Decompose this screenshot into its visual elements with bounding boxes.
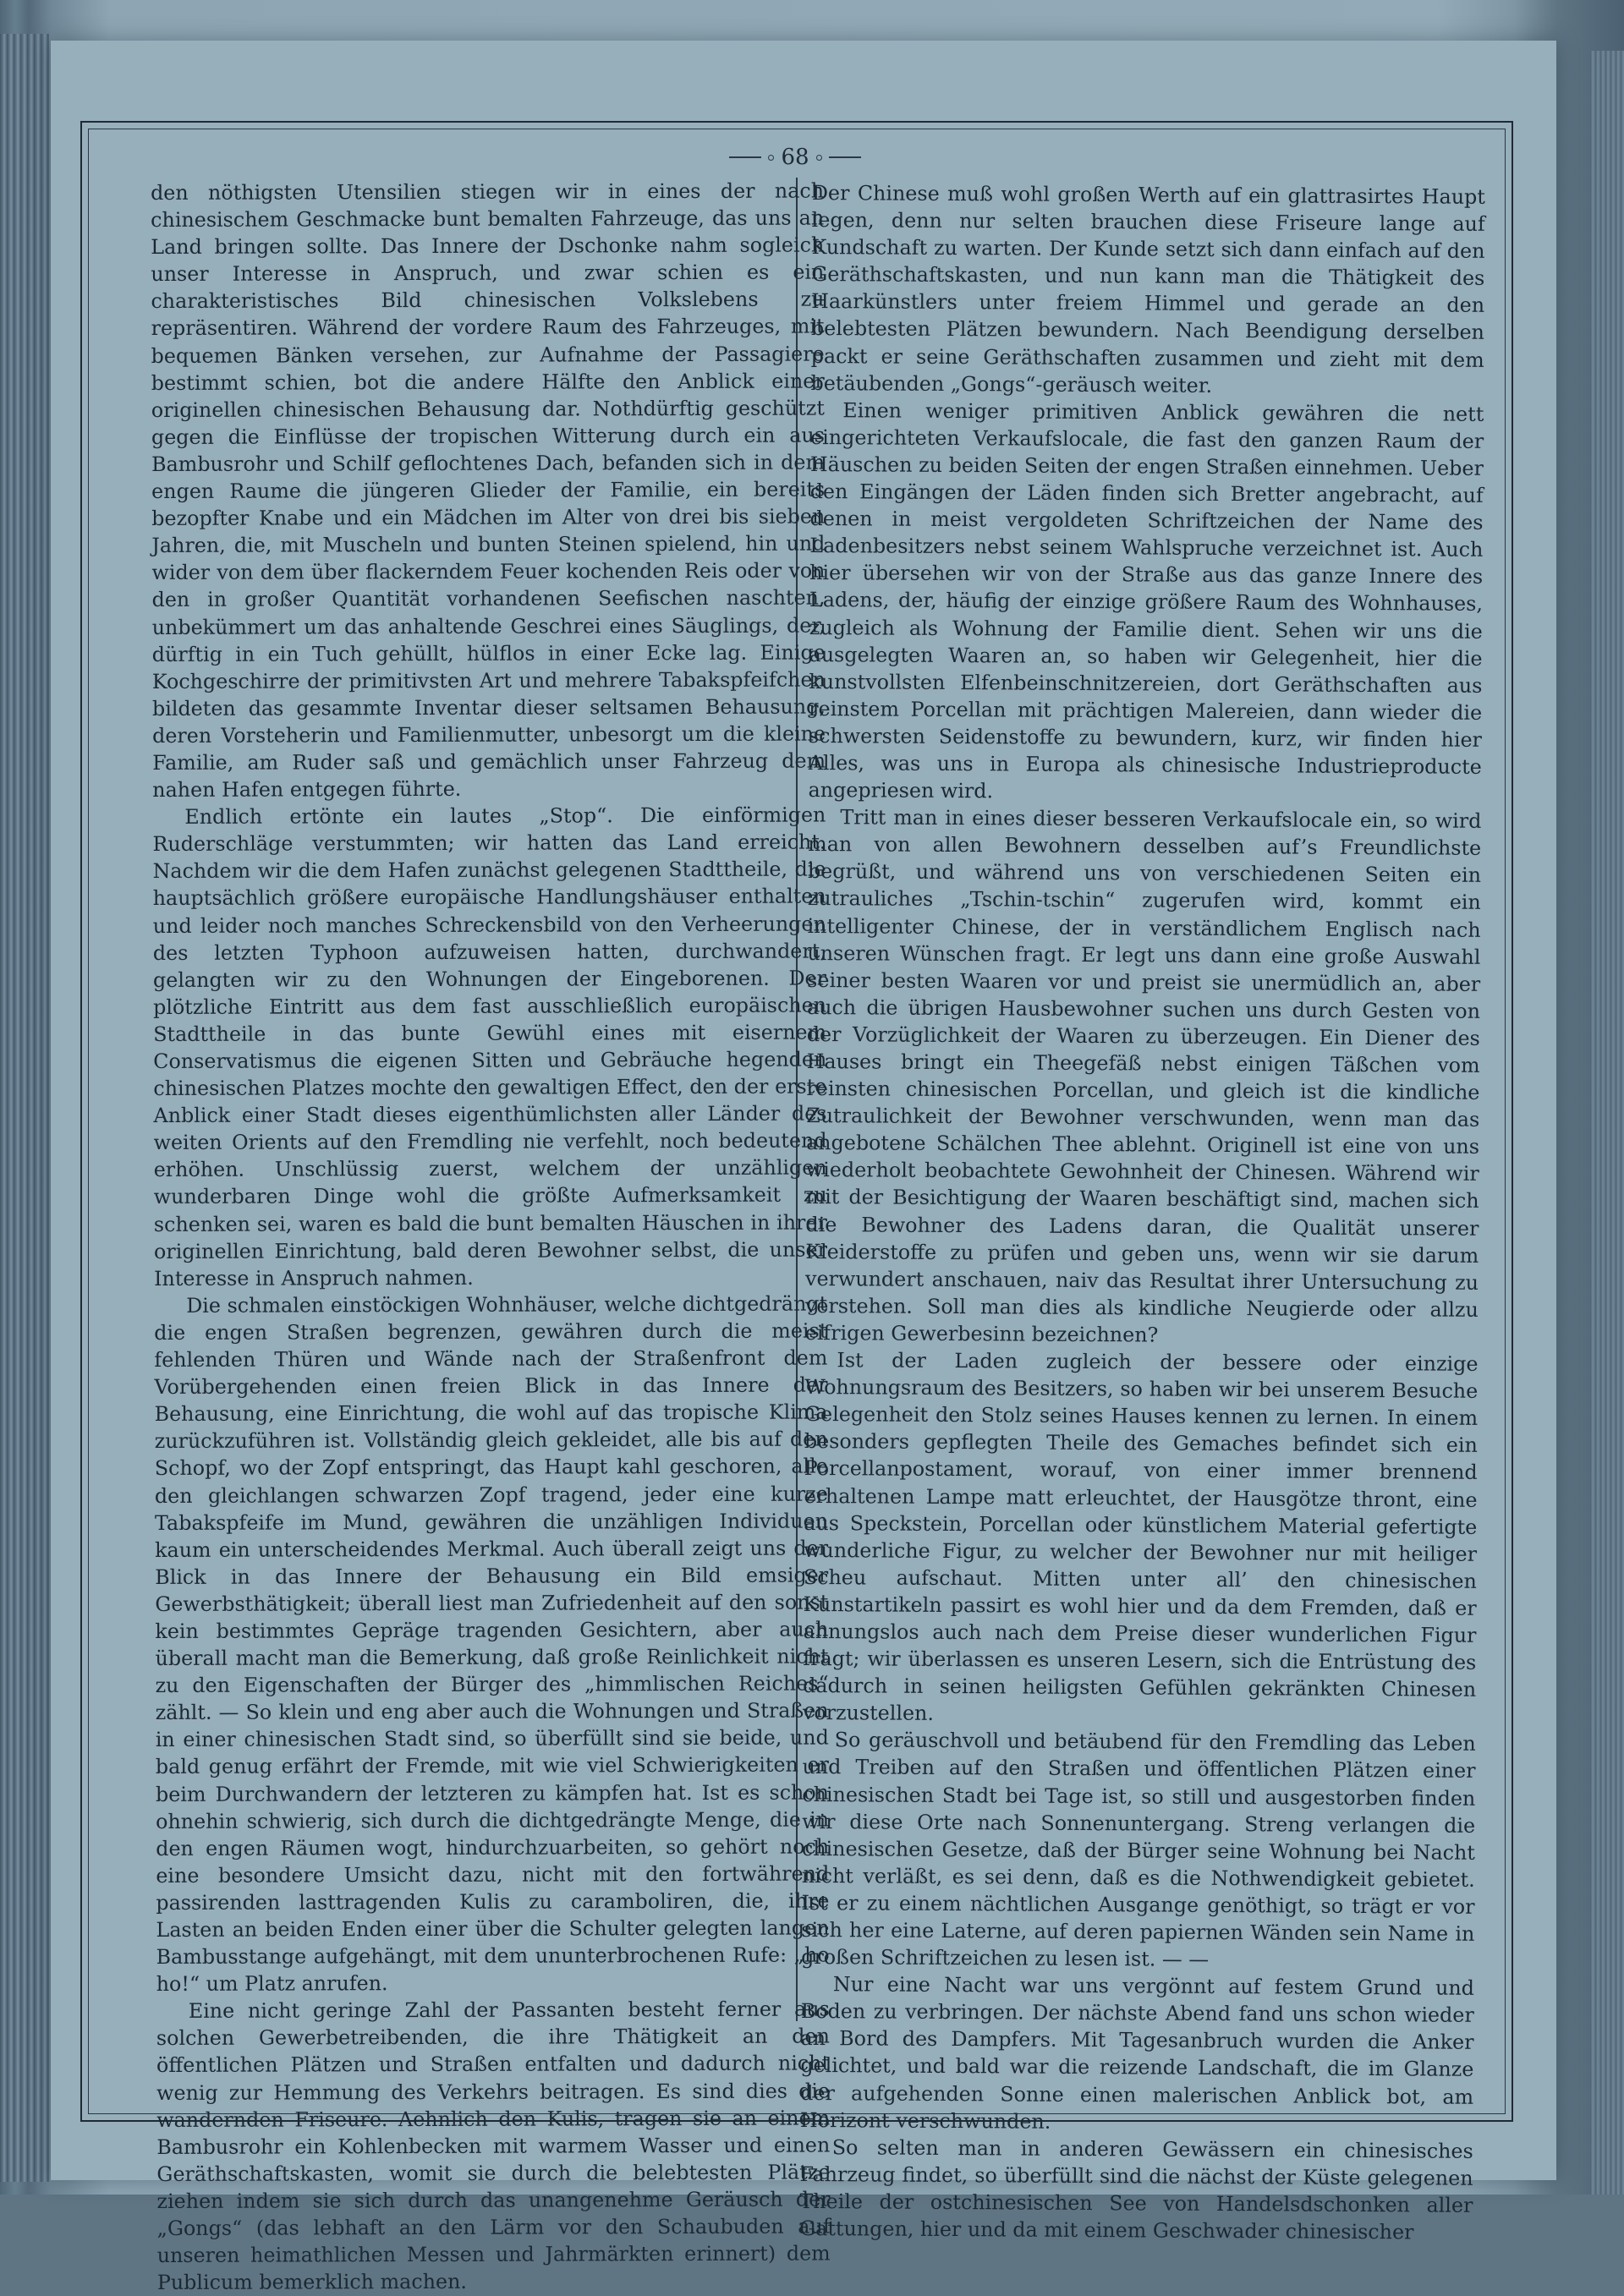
header-ornament-left-icon bbox=[768, 155, 774, 161]
paragraph: Einen weniger primitiven Anblick gewähren die nett eingerichteten Verkaufslocale, die fast den ganzen Raum der Häuschen zu beiden Seiten der engen Straßen einnehmen. Ueber den Eingängen der Läden finden sich Bretter angebracht, auf denen in meist vergoldeten Schriftzeichen der Name des Ladenbesitzers nebst seinem Wahlspruche verzeichnet ist. Auch hier übersehen wir von der Straße aus das ganze Innere des Ladens, der, häufig der einzige größere Raum des Wohnhauses, zugleich als Wohnung der Familie dient. Sehen wir uns die ausgelegten Waaren an, so haben wir Gelegenheit, hier die kunstvollsten Elfenbeinschnitzereien, dort Geräthschaften aus reinstem Porcellan mit prächtigen Malereien, dann wieder die schwersten Seidenstoffe zu bewundern, kurz, wir finden hier Alles, was uns in Europa als chinesische Industrieproducte angepriesen wird. bbox=[808, 397, 1484, 803]
paragraph: Der Chinese muß wohl großen Werth auf ein glattrasirtes Haupt legen, denn nur selten brauchen diese Friseure lange auf Kundschaft zu warten. Der Kunde setzt sich dann einfach auf den Geräthschaftskasten, und nun kann man die Thätigkeit des Haarkünstlers unter freiem Himmel und gerade an den belebtesten Plätzen bewundern. Nach Beendigung derselben packt er seine Geräthschaften zusammen und zieht mit dem betäubenden „Gongs“-geräusch weiter. bbox=[810, 180, 1485, 397]
header-rule-right bbox=[829, 156, 861, 158]
paragraph: Tritt man in eines dieser besseren Verkaufslocale ein, so wird man von allen Bewohnern desselben auf’s Freundlichste begrüßt, und während uns von verschiedenen Seiten ein zutrauliches „Tschin-tschin“ zugerufen wird, kommt ein intelligenter Chinese, der in verständlichem Englisch nach unseren Wünschen fragt. Er legt uns dann eine große Auswahl seiner besten Waaren vor und preist sie unermüdlich an, aber auch die übrigen Hausbewohner suchen uns durch Gesten von der Vorzüglichkeit der Waaren zu überzeugen. Ein Diener des Hauses bringt ein Theegefäß nebst einigen Täßchen vom reinsten chinesischen Porcellan, und gleich ist die kindliche Zutraulichkeit der Bewohner verschwunden, wenn man das angebotene Schälchen Thee ablehnt. Originell ist eine von uns wiederholt beobachtete Gewohnheit der Chinesen. Während wir mit der Besichtigung der Waaren beschäftigt sind, machen sich die Bewohner des Ladens daran, die Qualität unserer Kleiderstoffe zu prüfen und geben uns, wenn wir sie darum verwundert anschauen, naiv das Resultat ihrer Untersuchung zu verstehen. Soll man dies als kindliche Neugierde oder allzu eifrigen Gewerbesinn bezeichnen? bbox=[804, 805, 1482, 1347]
book-page-edges-right bbox=[1590, 51, 1624, 2195]
paragraph: Eine nicht geringe Zahl der Passanten besteht ferner aus solchen Gewerbetreibenden, die ihre Thätigkeit an den öffentlichen Plätzen und Straßen entfalten und dadurch nicht wenig zur Hemmung des Verkehrs beitragen. Es sind dies die wandernden Friseure. Aehnlich den Kulis, tragen sie an einem Bambusrohr ein Kohlenbecken mit warmem Wasser und einen Geräthschaftskasten, womit sie durch die belebtesten Plätze ziehen indem sie sich durch das unangenehme Geräusch der „Gongs“ (das lebhaft an den Lärm vor den Schaubuden auf unseren heimathlichen Messen und Jahrmärkten erinnert) dem Publicum bemerklich machen. bbox=[156, 1997, 831, 2295]
paragraph: den nöthigsten Utensilien stiegen wir in eines der nach chinesischem Geschmacke bunt bemalten Fahrzeuge, das uns an Land bringen sollte. Das Innere der Dschonke nahm sogleich unser Interesse in Anspruch, und zwar schien es ein charakteristisches Bild chinesischen Volkslebens zu repräsentiren. Während der vordere Raum des Fahrzeuges, mit bequemen Bänken versehen, zur Aufnahme der Passagiere bestimmt schien, bot die andere Hälfte den Anblick einer originellen chinesischen Behausung dar. Nothdürftig geschützt gegen die Einflüsse der tropischen Witterung durch ein aus Bambusrohr und Schilf geflochtenes Dach, befanden sich in dem engen Raume die jüngeren Glieder der Familie, ein bereits bezopfter Knabe und ein Mädchen im Alter von drei bis sieben Jahren, die, mit Muscheln und bunten Steinen spielend, hin und wider von dem über flackerndem Feuer kochenden Reis oder von den in großer Quantität vorhandenen Seefischen naschten, unbekümmert um das anhaltende Geschrei eines Säuglings, der, dürftig in ein Tuch gehüllt, hülflos in einer Ecke lag. Einige Kochgeschirre der primitivsten Art und mehrere Tabakspfeifchen bildeten das gesammte Inventar dieser seltsamen Behausung, deren Vorsteherin und Familienmutter, unbesorgt um die kleine Familie, am Ruder saß und gemächlich unser Fahrzeug dem nahen Hafen entgegen führte. bbox=[151, 178, 826, 803]
paragraph: Ist der Laden zugleich der bessere oder einzige Wohnungsraum des Besitzers, so haben wir bei unserem Besuche Gelegenheit den Stolz seines Hauses kennen zu lernen. In einem besonders gepflegten Theile des Gemaches befindet sich ein Porcellanpostament, worauf, von einer immer brennend erhaltenen Lampe matt erleuchtet, der Hausgötze thront, eine aus Speckstein, Porcellan oder künstlichem Material gefertigte wunderliche Figur, zu welcher der Bewohner nur mit heiliger Scheu aufschaut. Mitten unter all’ den chinesischen Kunstartikeln passirt es wohl hier und da dem Fremden, daß er ahnungslos auch nach dem Preise dieser wunderlichen Figur fragt; wir überlassen es unseren Lesern, sich die Entrüstung des dadurch in seinen heiligsten Gefühlen gekränkten Chinesen vorzustellen. bbox=[802, 1348, 1479, 1726]
text-column-right bbox=[799, 179, 1485, 2244]
paragraph: Endlich ertönte ein lautes „Stop“. Die einförmigen Ruderschläge verstummten; wir hatten das Land erreicht. Nachdem wir die dem Hafen zunächst gelegenen Stadttheile, die hauptsächlich größere europäische Handlungshäuser enthalten und leider noch manches Schreckensbild von den Verheerungen des letzten Typhoon aufzuweisen hatten, durchwandert, gelangten wir zu den Wohnungen der Eingeborenen. Der plötzliche Eintritt aus dem fast ausschließlich europäischen Stadttheile in das bunte Gewühl eines mit eisernem Conservatismus die eigenen Sitten und Gebräuche hegenden chinesischen Platzes mochte den gewaltigen Effect, den der erste Anblick einer Stadt dieses eigenthümlichsten aller Länder des weiten Orients auf den Fremdling nie verfehlt, noch bedeutend erhöhen. Unschlüssig zuerst, welchem der unzähligen wunderbaren Dinge wohl die größte Aufmerksamkeit zu schenken sei, waren es bald die bunt bemalten Häuschen in ihrer originellen Einrichtung, bald deren Bewohner selbst, die unser Interesse in Anspruch nahmen. bbox=[152, 803, 828, 1290]
paragraph: Die schmalen einstöckigen Wohnhäuser, welche dichtgedrängt die engen Straßen begrenzen, gewähren durch die meist fehlenden Thüren und Wände nach der Straßenfront dem Vorübergehenden einen freien Blick in das Innere der Behausung, eine Einrichtung, die wohl auf das tropische Klima zurückzuführen ist. Vollständig gleich gekleidet, alle bis auf den Schopf, wo der Zopf entspringt, das Haupt kahl geschoren, alle den gleichlangen schwarzen Zopf tragend, jeder eine kurze Tabakspfeife im Mund, gewähren die unzähligen Individuen kaum ein unterscheidendes Merkmal. Auch überall zeigt uns der Blick in das Innere der Behausung ein Bild emsiger Gewerbsthätigkeit; überall liest man Zufriedenheit auf den sonst kein bestimmtes Gepräge tragenden Gesichtern, aber auch überall macht man die Bemerkung, daß große Reinlichkeit nicht zu den Eigenschaften der Bürger des „himmlischen Reiches“ zählt. — So klein und eng aber auch die Wohnungen und Straßen in einer chinesischen Stadt sind, so überfüllt sind sie beide, und bald genug erfährt der Fremde, mit wie viel Schwierigkeiten er beim Durchwandern der letzteren zu kämpfen hat. Ist es schon ohnehin schwierig, sich durch die dichtgedrängte Menge, die in den engen Räumen wogt, hindurchzuarbeiten, so gehört noch eine besondere Umsicht dazu, nicht mit den fortwährend passirenden lasttragenden Kulis zu caramboliren, die, ihre Lasten an beiden Enden einer über die Schulter gelegten langen Bambusstange aufgehängt, mit dem ununterbrochenen Rufe: „ho ho!“ um Platz anrufen. bbox=[154, 1291, 830, 1997]
header-ornament-right-icon bbox=[816, 155, 822, 161]
header-rule-left bbox=[729, 156, 761, 158]
text-column-left bbox=[151, 177, 831, 2295]
page-number: 68 bbox=[781, 145, 809, 170]
paragraph: Nur eine Nacht war uns vergönnt auf festem Grund und Boden zu verbringen. Der nächste Abend fand uns schon wieder an Bord des Dampfers. Mit Tagesanbruch wurden die Anker gelichtet, und bald war die reizende Landschaft, die im Glanze der aufgehenden Sonne einen malerischen Anblick bot, am Horizont verschwunden. bbox=[799, 1972, 1475, 2134]
paragraph: So geräuschvoll und betäubend für den Fremdling das Leben und Treiben auf den Straßen und öffentlichen Plätzen einer chinesischen Stadt bei Tage ist, so still und ausgestorben finden wir diese Orte nach Sonnenuntergang. Streng verlangen die chinesischen Gesetze, daß der Bürger seine Wohnung bei Nacht nicht verläßt, es sei denn, daß es die Nothwendigkeit gebietet. Ist er zu einem nächtlichen Ausgange genöthigt, so trägt er vor sich her eine Laterne, auf deren papiernen Wänden sein Name in großen Schriftzeichen zu lesen ist. — — bbox=[801, 1728, 1476, 1971]
book-page-edges-left bbox=[0, 34, 49, 2182]
paragraph: So selten man in anderen Gewässern ein chinesisches Fahrzeug findet, so überfüllt sind die nächst der Küste gelegenen Theile der ostchinesischen See von Handelsdschonken aller Gattungen, hier und da mit einem Geschwader chinesischer bbox=[799, 2134, 1473, 2244]
page-header bbox=[710, 140, 880, 174]
